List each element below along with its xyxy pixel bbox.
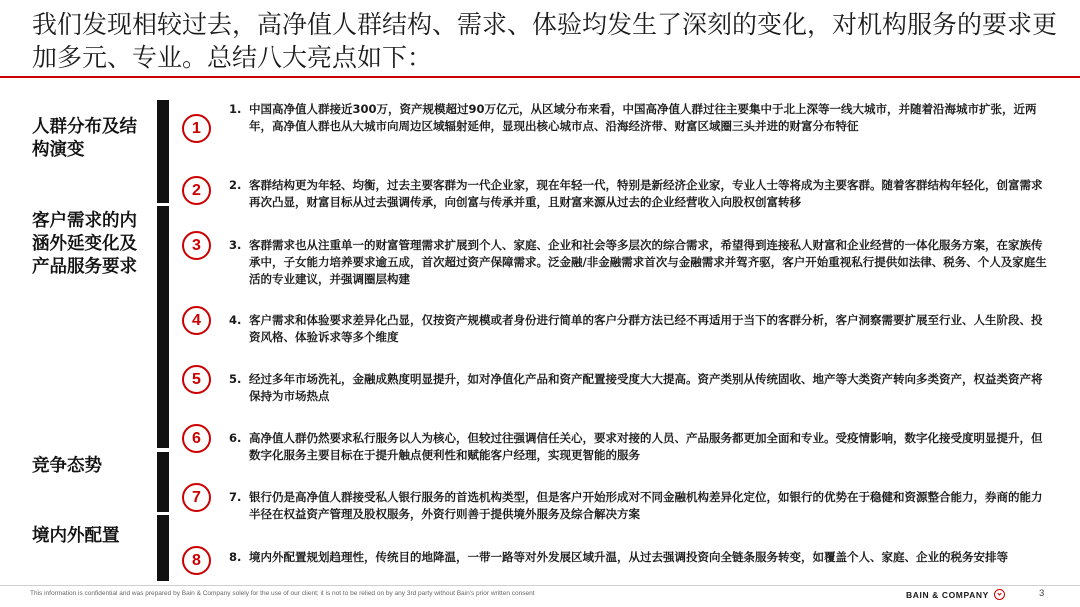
list-item [229, 177, 1049, 211]
category-bar-allocation [157, 515, 169, 581]
list-item [229, 430, 1049, 464]
list-item [229, 489, 1049, 523]
category-bar-competition [157, 452, 169, 512]
list-item [229, 101, 1049, 135]
item-number: 3. [229, 238, 242, 252]
item-text: 客户需求和体验要求差异化凸显，仅按资产规模或者身份进行简单的客户分群方法已经不再适用于当下的客群分析，客户洞察需要扩展至行业、人生阶段、投资风格、体验诉求等多个维度 [249, 313, 1043, 344]
category-label-population: 人群分布及结构演变 [32, 117, 137, 160]
item-number: 7. [229, 490, 242, 504]
item-text: 客群结构更为年轻、均衡，过去主要客群为一代企业家，现在年轻一代，特别是新经济企业家，专业人士等将成为主要客群。随着客群结构年轻化，创富需求再次凸显，财富目标从过去强调传承，向创富与传承并重，且财富来源从过去的企业经营收入向股权创富转移 [249, 178, 1043, 209]
item-number: 4. [229, 313, 242, 327]
list-item [229, 312, 1049, 346]
item-number: 6. [229, 431, 242, 445]
item-number: 5. [229, 372, 242, 386]
category-label-needs: 客户需求的内涵外延变化及产品服务要求 [32, 211, 137, 277]
list-item [229, 237, 1049, 288]
title-divider [0, 76, 1080, 78]
number-badge-5: 5 [182, 365, 211, 394]
category-bar-population [157, 100, 169, 203]
item-text: 境内外配置规划趋理性，传统目的地降温，一带一路等对外发展区域升温，从过去强调投资向全链条服务转变，如覆盖个人、家庭、企业的税务安排等 [249, 550, 1008, 564]
item-number: 8. [229, 550, 242, 564]
number-badge-8: 8 [182, 546, 211, 575]
brand-logo [906, 589, 1005, 600]
confidentiality-note: This information is confidential and was prepared by Bain & Company solely for the use of our client; it is not to be relied on by any 3rd party without Bain's prior written consent [30, 590, 535, 597]
item-number: 1. [229, 102, 242, 116]
list-item [229, 371, 1049, 405]
category-label-competition: 竞争态势 [32, 456, 102, 476]
list-item [229, 549, 1049, 566]
item-text: 银行仍是高净值人群接受私人银行服务的首选机构类型，但是客户开始形成对不同金融机构差异化定位，如银行的优势在于稳健和资源整合能力，券商的能力半径在权益资产管理及股权服务，外资行则善于提供境外服务及综合解决方案 [249, 490, 1043, 521]
number-badge-2: 2 [182, 176, 211, 205]
number-badge-1: 1 [182, 114, 211, 143]
number-badge-6: 6 [182, 424, 211, 453]
number-badge-7: 7 [182, 483, 211, 512]
item-text: 经过多年市场洗礼，金融成熟度明显提升，如对净值化产品和资产配置接受度大大提高。资产类别从传统固收、地产等大类资产转向多类资产，权益类资产将保持为市场热点 [249, 372, 1043, 403]
brand-mark-icon [994, 589, 1005, 600]
footer-divider [0, 585, 1080, 586]
number-badge-4: 4 [182, 306, 211, 335]
item-text: 中国高净值人群接近300万，资产规模超过90万亿元，从区域分布来看，中国高净值人群过往主要集中于北上深等一线大城市，并随着沿海城市扩张，近两年，高净值人群也从大城市向周边区域辐射延伸，显现出核心城市点、沿海经济带、财富区域圈三头并进的财富分布特征 [249, 102, 1037, 133]
page-title: 我们发现相较过去，高净值人群结构、需求、体验均发生了深刻的变化，对机构服务的要求更加多元、专业。总结八大亮点如下： [32, 10, 1058, 72]
number-badge-3: 3 [182, 231, 211, 260]
item-number: 2. [229, 178, 242, 192]
category-bar-needs [157, 206, 169, 448]
category-label-allocation: 境内外配置 [32, 526, 120, 546]
item-text: 高净值人群仍然要求私行服务以人为核心，但较过往强调信任关心，要求对接的人员、产品服务都更加全面和专业。受疫情影响，数字化接受度明显提升，但数字化服务主要目标在于提升触点便利性和赋能客户经理，实现更智能的服务 [249, 431, 1043, 462]
page-number: 3 [1039, 588, 1045, 599]
item-text: 客群需求也从注重单一的财富管理需求扩展到个人、家庭、企业和社会等多层次的综合需求，希望得到连接私人财富和企业经营的一体化服务方案，在家族传承中，子女能力培养要求逾五成，首次超过资产保障需求。泛金融/非金融需求首次与金融需求并驾齐驱，客户开始重视私行提供如法律、税务、个人及家庭生活的专业建议，并强调圈层构建 [249, 238, 1047, 286]
brand-name: BAIN & COMPANY [906, 589, 989, 600]
